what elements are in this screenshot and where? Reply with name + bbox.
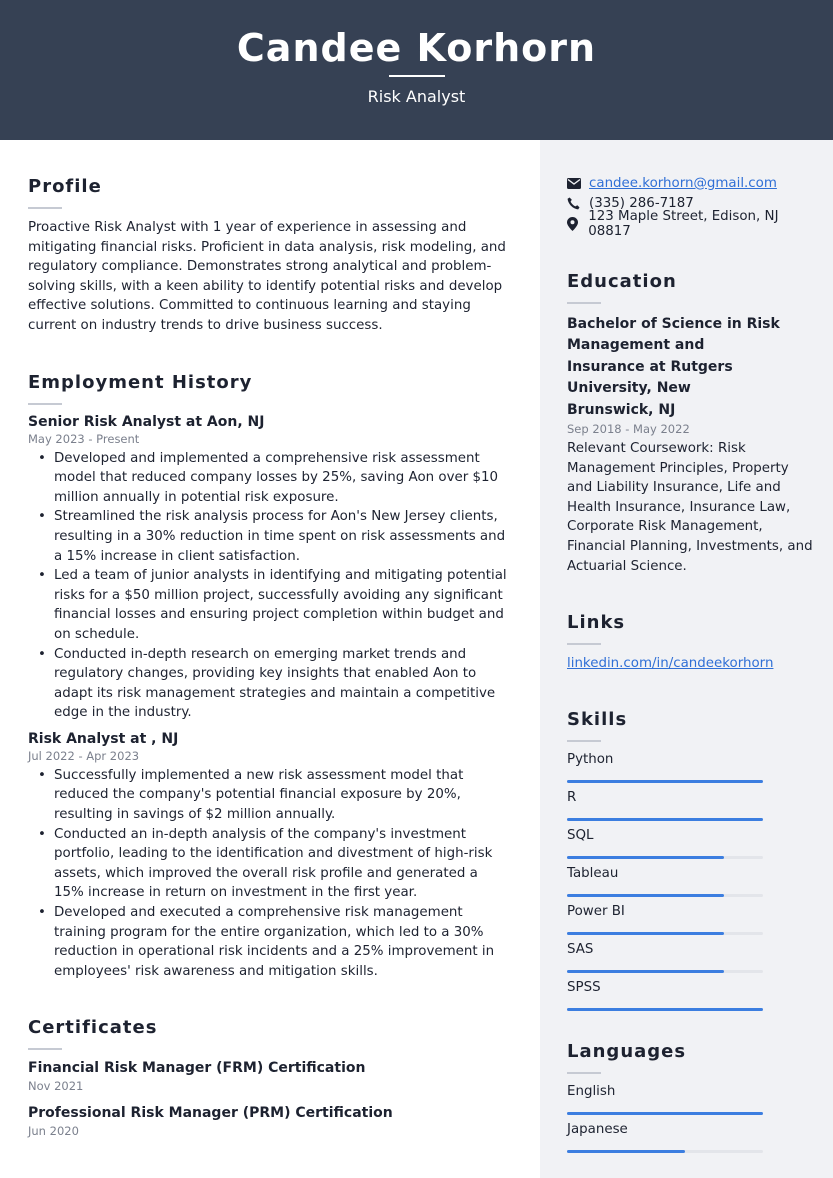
candidate-name: Candee Korhorn (236, 26, 597, 70)
profile-text: Proactive Risk Analyst with 1 year of experience in assessing and mitigating financial risks. Proficient in data analysis, risk modeling, and regulatory compliance. Demonstrates strong analytical and problem-solving skills, with a keen ability to identify potential risks and develop effective solutions. Committed to continuous learning and staying current on industry trends to drive business success. (28, 220, 506, 333)
certificates-section (28, 1017, 508, 1138)
languages-heading: Languages (567, 1040, 687, 1062)
skill-level-bar (567, 780, 763, 783)
address: 123 Maple Street, Edison, NJ 08817 (588, 209, 779, 240)
certificates-heading: Certificates (28, 1017, 158, 1039)
list-item: • Conducted an in-depth analysis of the company's investment portfolio, leading to the identification and divestment of high-risk assets, which improved the overall risk profile and generated a 15% increase in return on investment in the first year. (36, 825, 508, 903)
education-section (567, 271, 817, 577)
job-entry (28, 731, 508, 982)
employment-heading: Employment History (28, 371, 253, 393)
skill-item (567, 979, 817, 1017)
email-link[interactable]: candee.korhorn@gmail.com (589, 175, 777, 191)
section-divider (28, 1048, 62, 1050)
location-pin-icon (567, 217, 588, 231)
links-heading: Links (567, 612, 626, 634)
section-divider (567, 740, 601, 742)
skill-name: SPSS (567, 979, 601, 995)
degree-title: Bachelor of Science in Risk Management and Insurance at Rutgers University, New Brunswick, NJ (567, 315, 780, 418)
skill-level-track (567, 780, 763, 783)
list-item: • Conducted in-depth research on emerging market trends and regulatory changes, providing key insights that enabled Aon to adapt its risk management strategies and maintain a competitive edge in the industry. (36, 645, 508, 723)
skill-level-track (567, 1008, 763, 1011)
language-item (567, 1121, 817, 1159)
section-divider (567, 1072, 601, 1074)
employment-section (28, 372, 508, 982)
main-column (28, 140, 508, 1138)
skill-level-bar (567, 970, 724, 973)
job-entry-title: Risk Analyst at , NJ (28, 730, 179, 747)
list-item: • Developed and executed a comprehensive risk management training program for the entire organization, which led to a 30% reduction in operational risk incidents and a 25% improvement in employees' risk awareness and mitigation skills. (36, 903, 508, 981)
profile-heading: Profile (28, 176, 102, 197)
skill-level-bar (567, 818, 763, 821)
contact-block (567, 173, 817, 240)
language-level-bar (567, 1112, 763, 1115)
job-bullets (36, 766, 508, 982)
certificate-date: Nov 2021 (28, 1079, 84, 1094)
resume-header (0, 0, 833, 140)
job-title: Risk Analyst (367, 87, 466, 106)
languages-section (567, 1041, 817, 1159)
skill-level-track (567, 970, 763, 973)
job-bullets (36, 449, 508, 723)
phone-icon (567, 197, 589, 210)
section-divider (28, 403, 62, 405)
skill-item (567, 751, 817, 789)
education-coursework: Relevant Coursework: Risk Management Principles, Property and Liability Insurance, Life and Health Insurance, Insurance Law, Corporate Risk Management, Financial Planning, Investments, and Actuarial Science. (567, 441, 813, 574)
list-item: • Successfully implemented a new risk assessment model that reduced the company's potential financial exposure by 20%, resulting in savings of $2 million annually. (36, 766, 508, 825)
skill-level-track (567, 856, 763, 859)
language-level-track (567, 1112, 763, 1115)
sidebar-column (567, 140, 817, 1159)
education-heading: Education (567, 270, 677, 292)
language-level-bar (567, 1150, 685, 1153)
skill-level-track (567, 894, 763, 897)
skill-level-track (567, 932, 763, 935)
contact-address-row (567, 209, 817, 240)
links-section (567, 612, 817, 674)
header-divider (389, 75, 445, 77)
certificate-entry (28, 1060, 508, 1093)
list-item: • Streamlined the risk analysis process for Aon's New Jersey clients, resulting in a 30% reduction in time spent on risk assessments and a 15% increase in client satisfaction. (36, 507, 508, 566)
skill-item (567, 941, 817, 979)
job-entry (28, 414, 508, 723)
languages-list (567, 1083, 817, 1159)
section-divider (28, 207, 62, 209)
profile-section (28, 176, 508, 336)
skill-name: Power BI (567, 903, 625, 919)
list-item: • Developed and implemented a comprehensive risk assessment model that reduced company losses by 25%, saving Aon over $10 million annually in potential risk exposure. (36, 449, 508, 508)
education-dates: Sep 2018 - May 2022 (567, 422, 690, 436)
skill-level-bar (567, 894, 724, 897)
language-name: English (567, 1083, 616, 1099)
job-entry-dates: Jul 2022 - Apr 2023 (28, 748, 140, 763)
section-divider (567, 302, 601, 304)
phone-number: (335) 286-7187 (589, 196, 694, 212)
skill-item (567, 827, 817, 865)
linkedin-link[interactable]: linkedin.com/in/candeekorhorn (567, 656, 774, 672)
skill-name: Tableau (567, 865, 619, 881)
job-entry-title: Senior Risk Analyst at Aon, NJ (28, 413, 265, 430)
section-divider (567, 643, 601, 645)
skill-item (567, 865, 817, 903)
language-name: Japanese (567, 1121, 628, 1137)
skills-section (567, 709, 817, 1017)
skills-list (567, 751, 817, 1017)
skill-name: R (567, 789, 577, 805)
skill-name: SQL (567, 827, 594, 843)
skill-name: SAS (567, 941, 594, 957)
contact-email-row (567, 173, 817, 194)
skill-level-track (567, 818, 763, 821)
list-item: • Led a team of junior analysts in identifying and mitigating potential risks for a $50 million project, successfully avoiding any significant financial losses and ensuring project completion within budget and on schedule. (36, 566, 508, 644)
certificate-name: Financial Risk Manager (FRM) Certification (28, 1060, 366, 1077)
skill-item (567, 789, 817, 827)
job-entry-dates: May 2023 - Present (28, 431, 140, 446)
skill-level-bar (567, 932, 724, 935)
certificate-date: Jun 2020 (28, 1124, 79, 1139)
skill-name: Python (567, 751, 614, 767)
skills-heading: Skills (567, 708, 628, 730)
skill-level-bar (567, 1008, 763, 1011)
certificate-entry (28, 1105, 508, 1138)
language-item (567, 1083, 817, 1121)
envelope-icon (567, 178, 589, 189)
skill-item (567, 903, 817, 941)
certificate-name: Professional Risk Manager (PRM) Certification (28, 1105, 393, 1122)
skill-level-bar (567, 856, 724, 859)
language-level-track (567, 1150, 763, 1153)
